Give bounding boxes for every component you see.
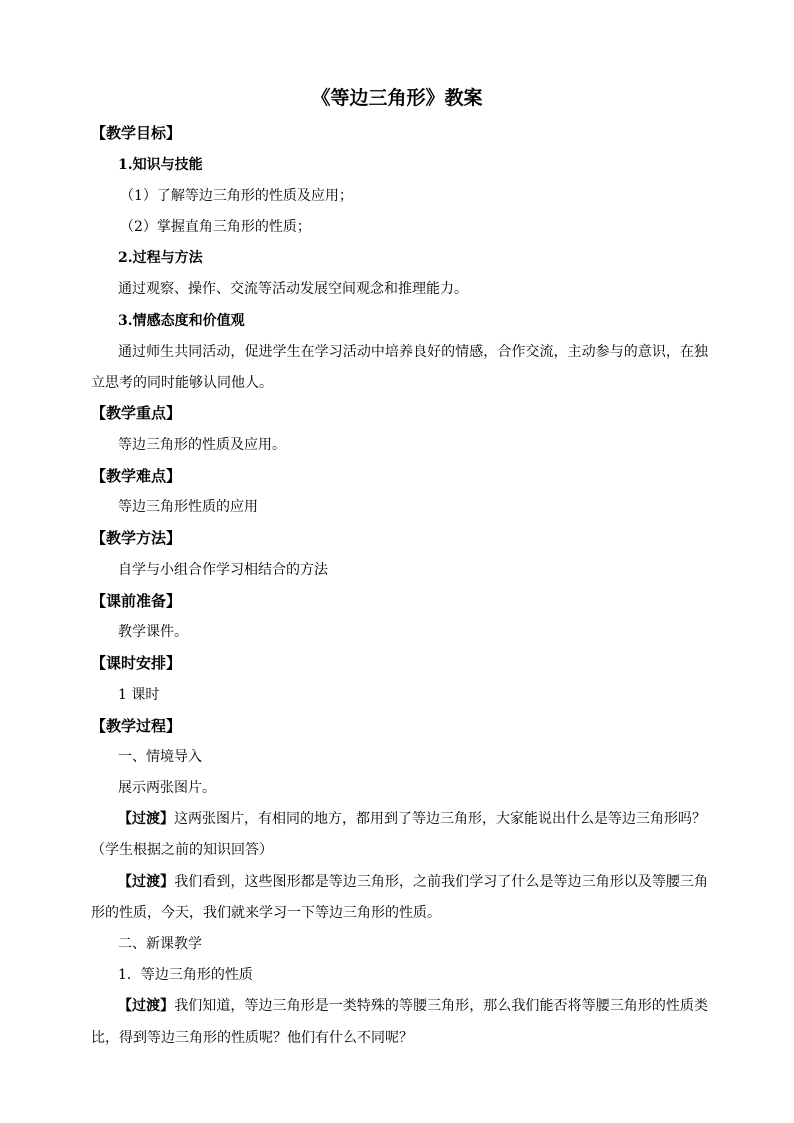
difficulties-heading: 【教学难点】 — [91, 467, 182, 485]
transition-3-text: 我们知道，等边三角形是一类特殊的等腰三角形，那么我们能否将等腰三角形的性质类 — [174, 998, 709, 1014]
transition-2-line-1 — [118, 872, 708, 892]
key-points-heading: 【教学重点】 — [91, 404, 182, 422]
schedule-heading: 【课时安排】 — [91, 654, 182, 672]
subsection-1-title: 1．等边三角形的性质 — [118, 967, 253, 983]
preparation-text: 教学课件。 — [118, 624, 188, 640]
part1-title: 一、情境导入 — [118, 749, 202, 765]
transition-2-line-2: 形的性质，今天，我们就来学习一下等边三角形的性质。 — [91, 905, 441, 921]
methods-heading: 【教学方法】 — [91, 529, 182, 547]
attitude-text-line-2: 立思考的同时能够认同他人。 — [91, 375, 273, 391]
transition-1-text: 这两张图片，有相同的地方，都用到了等边三角形，大家能说出什么是等边三角形吗？ — [174, 811, 706, 827]
transition-3-line-2: 比，得到等边三角形的性质呢？他们有什么不同呢？ — [91, 1030, 413, 1046]
schedule-text: 1 课时 — [118, 687, 160, 703]
attitude-text-line-1: 通过师生共同活动，促进学生在学习活动中培养良好的情感，合作交流，主动参与的意识，在独 — [118, 344, 708, 360]
transition-1 — [118, 809, 706, 829]
process-heading: 2.过程与方法 — [118, 250, 203, 266]
part2-title: 二、新课教学 — [118, 936, 202, 952]
attitude-heading: 3.情感态度和价值观 — [118, 313, 245, 329]
difficulties-text: 等边三角形性质的应用 — [118, 499, 258, 515]
transition-2-text: 我们看到，这些图形都是等边三角形，之前我们学习了什么是等边三角形以及等腰三角 — [174, 874, 709, 890]
show-images-text: 展示两张图片。 — [118, 780, 216, 796]
transition-3-tag: 【过渡】 — [118, 998, 175, 1014]
knowledge-heading: 1.知识与技能 — [118, 157, 203, 173]
key-points-text: 等边三角形的性质及应用。 — [118, 437, 286, 453]
transition-2-tag: 【过渡】 — [118, 874, 175, 890]
knowledge-item-1: （1）了解等边三角形的性质及应用； — [120, 188, 353, 204]
student-note: （学生根据之前的知识回答） — [91, 842, 273, 858]
transition-3-line-1 — [118, 996, 708, 1016]
transition-1-tag: 【过渡】 — [118, 811, 174, 827]
document-title: 《等边三角形》教案 — [311, 87, 483, 109]
preparation-heading: 【课前准备】 — [91, 592, 182, 610]
knowledge-item-2: （2）掌握直角三角形的性质； — [120, 219, 311, 235]
methods-text: 自学与小组合作学习相结合的方法 — [118, 562, 328, 578]
process-section-heading: 【教学过程】 — [91, 717, 182, 735]
objectives-heading: 【教学目标】 — [91, 124, 182, 142]
process-text: 通过观察、操作、交流等活动发展空间观念和推理能力。 — [118, 281, 468, 297]
